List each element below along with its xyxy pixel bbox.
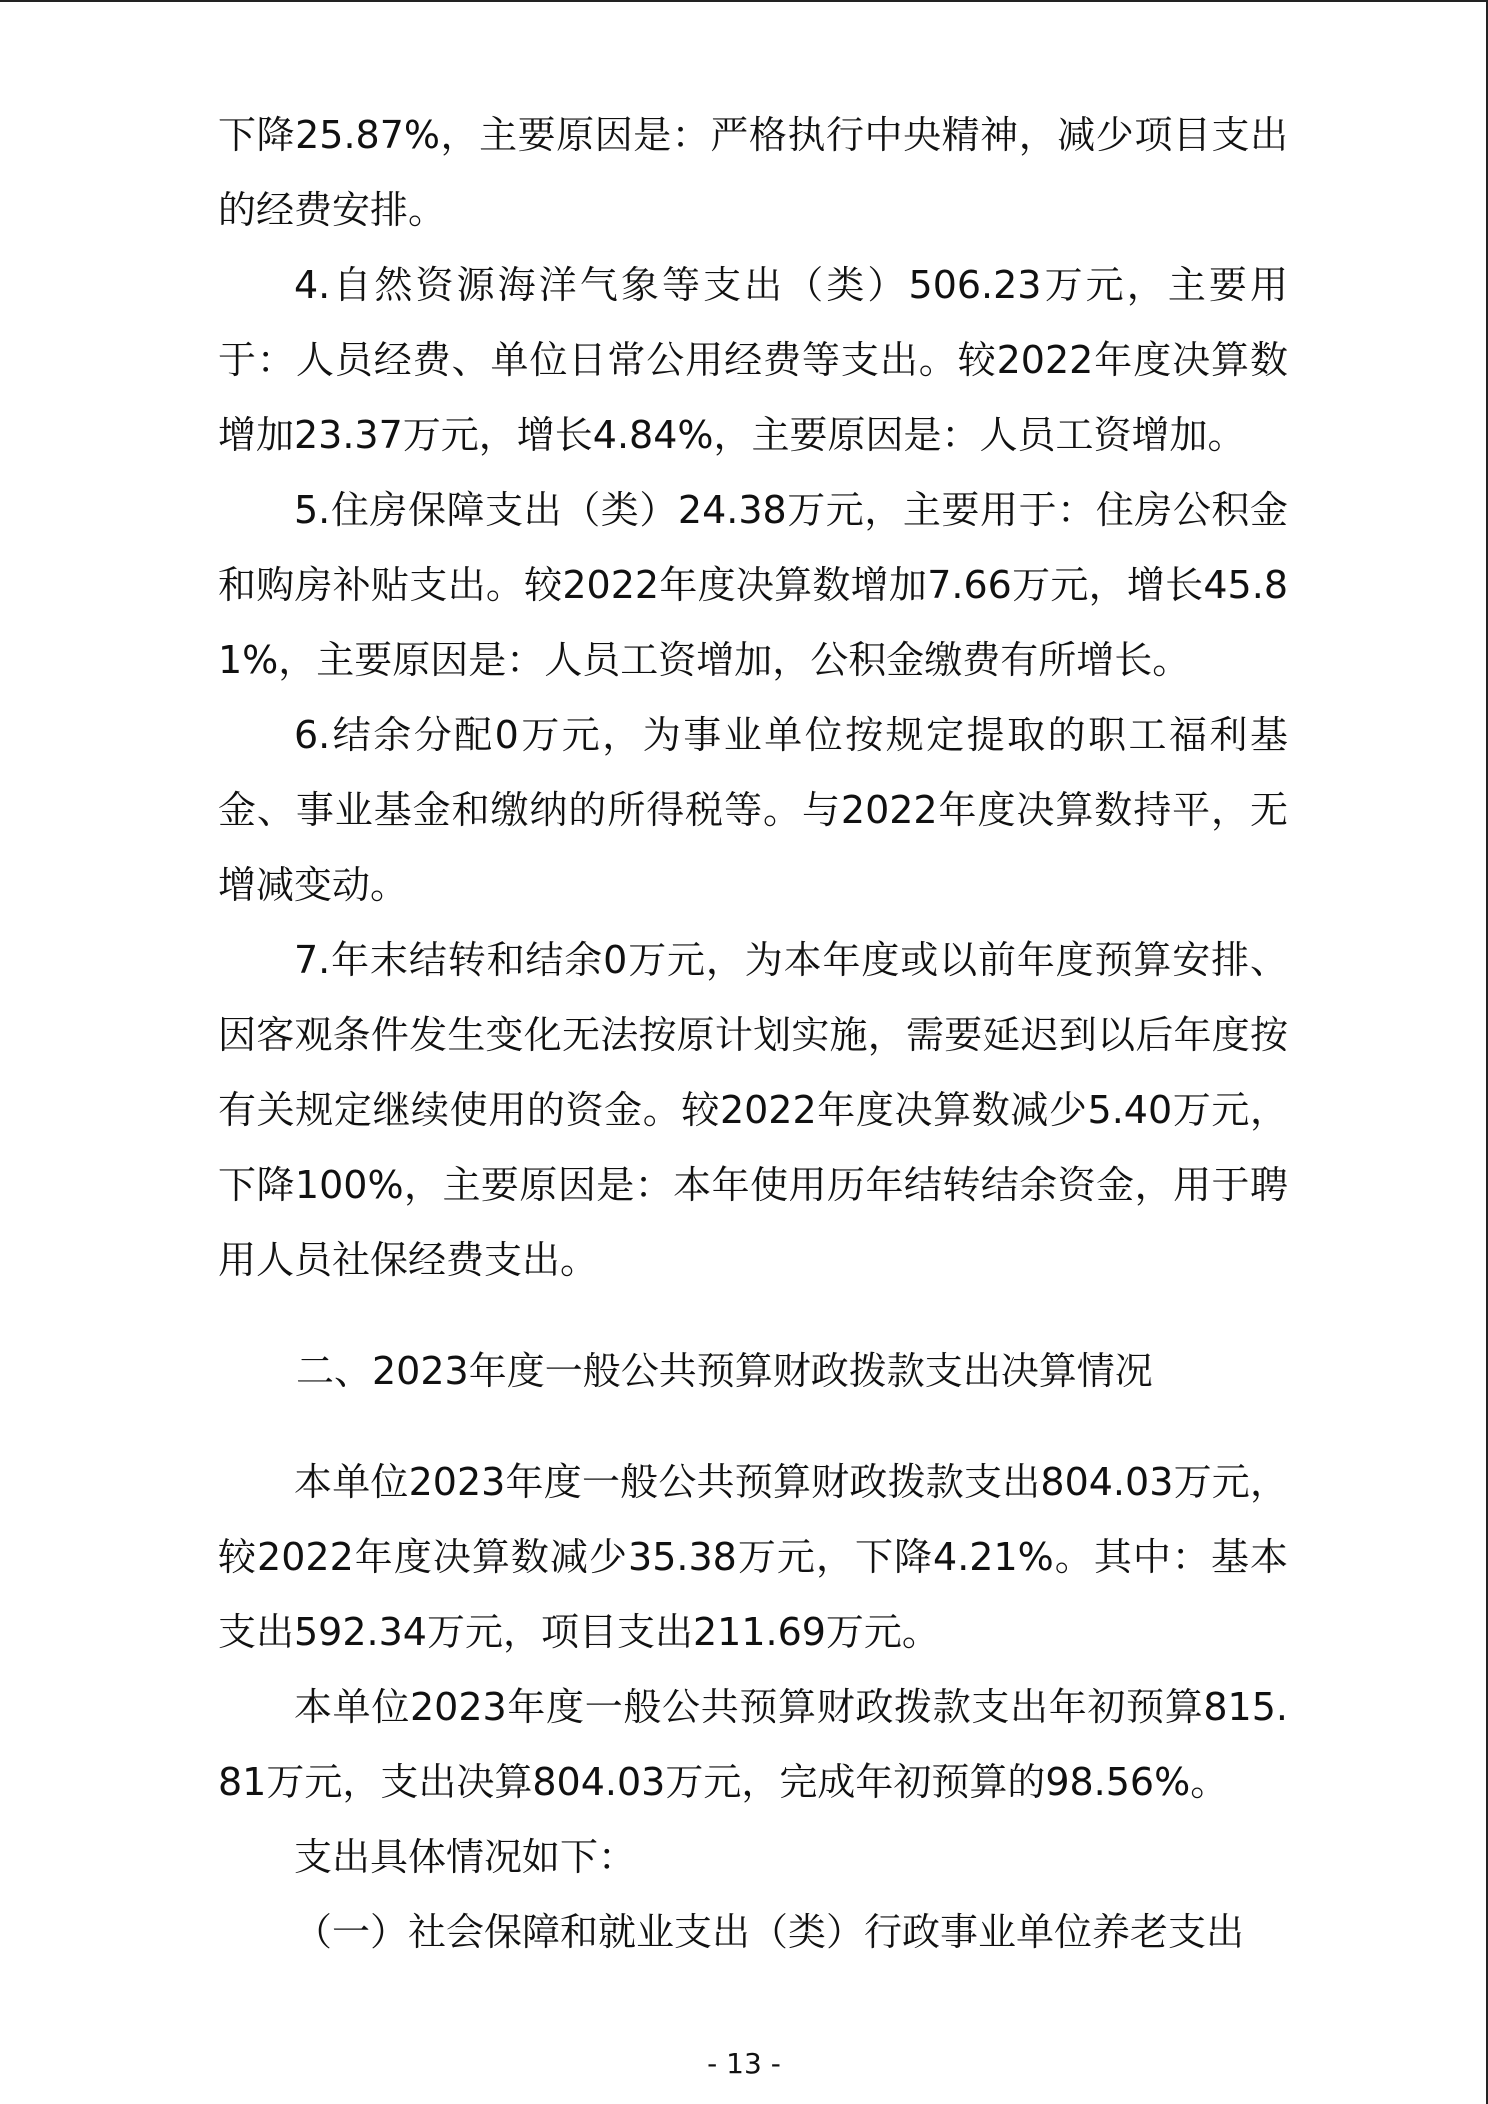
paragraph-housing-expense: 5.住房保障支出（类）24.38万元，主要用于：住房公积金和购房补贴支出。较2022年度决算数增加7.66万元，增长45.81%，主要原因是：人员工资增加，公积金缴费有所增长。 [218,488,1288,682]
paragraph-surplus-distribution: 6.结余分配0万元，为事业单位按规定提取的职工福利基金、事业基金和缴纳的所得税等。与2022年度决算数持平，无增减变动。 [218,713,1288,907]
paragraph-budget-completion: 本单位2023年度一般公共预算财政拨款支出年初预算815.81万元，支出决算804.03万元，完成年初预算的98.56%。 [218,1685,1288,1804]
page-number: - 13 - [707,2047,781,2080]
paragraph-expense-details-intro: 支出具体情况如下： [294,1835,637,1879]
paragraph-natural-resources-expense: 4.自然资源海洋气象等支出（类）506.23万元，主要用于：人员经费、单位日常公用经费等支出。较2022年度决算数增加23.37万元，增长4.84%，主要原因是：人员工资增加。 [218,263,1288,457]
paragraph-social-security-expense: （一）社会保障和就业支出（类）行政事业单位养老支出 [294,1910,1245,1954]
paragraph-expense-decline-continued: 下降25.87%，主要原因是：严格执行中央精神，减少项目支出的经费安排。 [218,113,1288,232]
paragraph-year-end-carryover: 7.年末结转和结余0万元，为本年度或以前年度预算安排、因客观条件发生变化无法按原计划实施，需要延迟到以后年度按有关规定继续使用的资金。较2022年度决算数减少5.40万元，下降100%，主要原因是：本年使用历年结转结余资金，用于聘用人员社保经费支出。 [218,938,1288,1282]
paragraph-general-budget-expense: 本单位2023年度一般公共预算财政拨款支出804.03万元，较2022年度决算数减少35.38万元，下降4.21%。其中：基本支出592.34万元，项目支出211.69万元。 [218,1460,1288,1654]
section-heading: 二、2023年度一般公共预算财政拨款支出决算情况 [296,1349,1153,1393]
document-body [218,98,1288,1970]
